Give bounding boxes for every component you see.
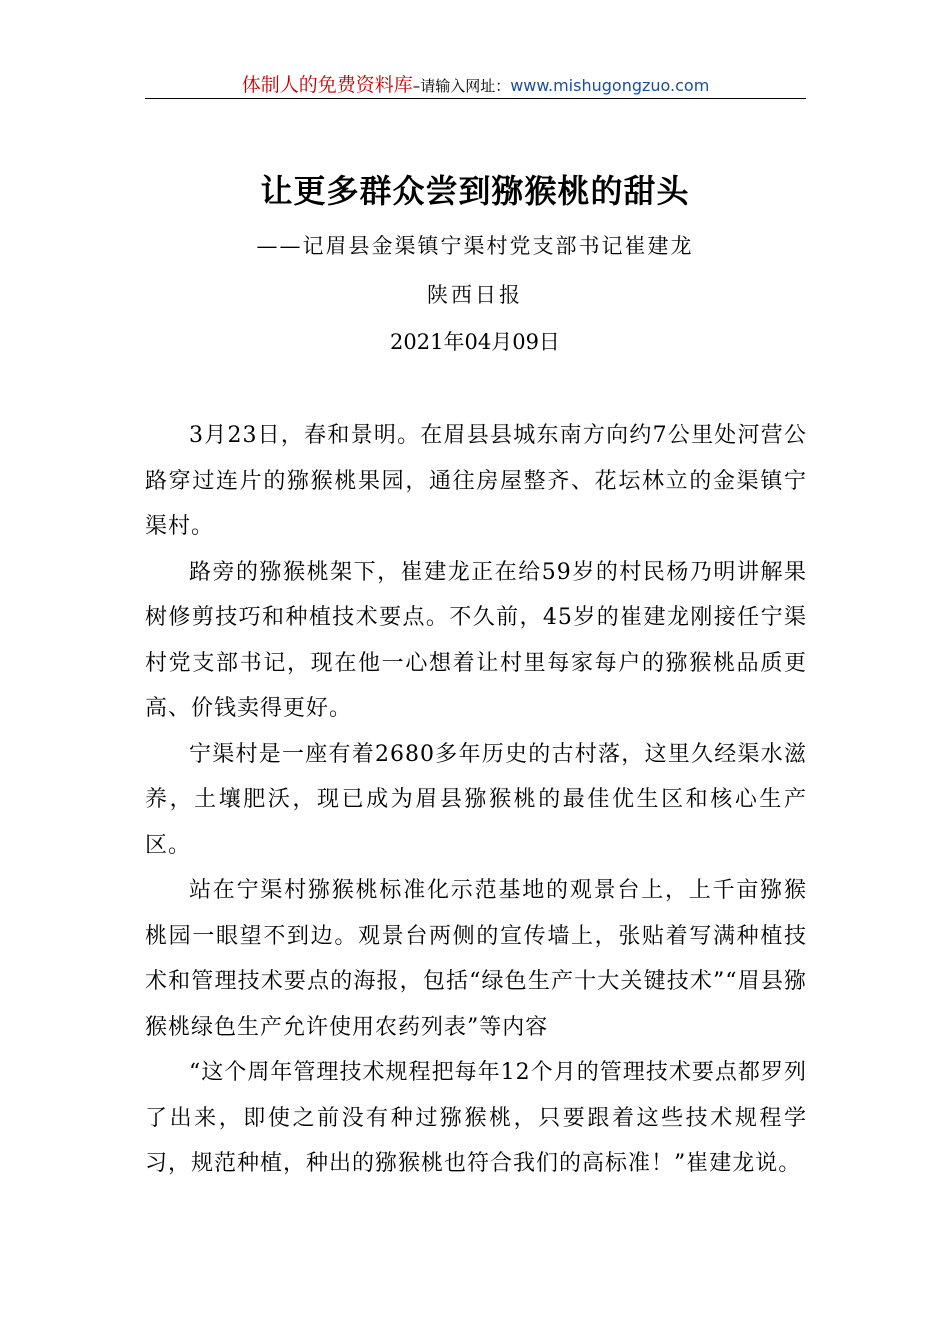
- paragraph: 宁渠村是一座有着2680多年历史的古村落，这里久经渠水滋养，土壤肥沃，现已成为眉县猕猴桃的最佳优生区和核心生产区。: [145, 741, 807, 858]
- paragraph: 路旁的猕猴桃架下，崔建龙正在给59岁的村民杨乃明讲解果树修剪技巧和种植技术要点。不久前，45岁的崔建龙刚接任宁渠村党支部书记，现在他一心想着让村里每家每户的猕猴桃品质更高、价钱卖得更好。: [145, 559, 807, 721]
- article-title: 让更多群众尝到猕猴桃的甜头: [260, 172, 690, 210]
- header-divider: [145, 98, 806, 99]
- header-brand: 体制人的免费资料库: [241, 74, 413, 96]
- paragraph: 站在宁渠村猕猴桃标准化示范基地的观景台上，上千亩猕猴桃园一眼望不到边。观景台两侧的宣传墙上，张贴着写满种植技术和管理技术要点的海报，包括“绿色生产十大关键技术”“眉县猕猴桃绿色生产允许使用农药列表”等内容: [145, 878, 807, 1040]
- paragraph: “这个周年管理技术规程把每年12个月的管理技术要点都罗列了出来，即使之前没有种过猕猴桃，只要跟着这些技术规程学习，规范种植，种出的猕猴桃也符合我们的高标准！”崔建龙说。: [145, 1060, 807, 1176]
- article-source: 陕西日报: [427, 283, 523, 307]
- page-header: [145, 70, 806, 97]
- article-subtitle: ——记眉县金渠镇宁渠村党支部书记崔建龙: [256, 234, 694, 258]
- article-date: 2021年04月09日: [390, 330, 560, 354]
- article-body: [145, 413, 807, 1187]
- paragraph: 3月23日，春和景明。在眉县县城东南方向约7公里处河营公路穿过连片的猕猴桃果园，通往房屋整齐、花坛林立的金渠镇宁渠村。: [145, 423, 807, 539]
- header-url-link[interactable]: www.mishugongzuo.com: [510, 76, 710, 95]
- header-prompt: –请输入网址：: [412, 77, 511, 95]
